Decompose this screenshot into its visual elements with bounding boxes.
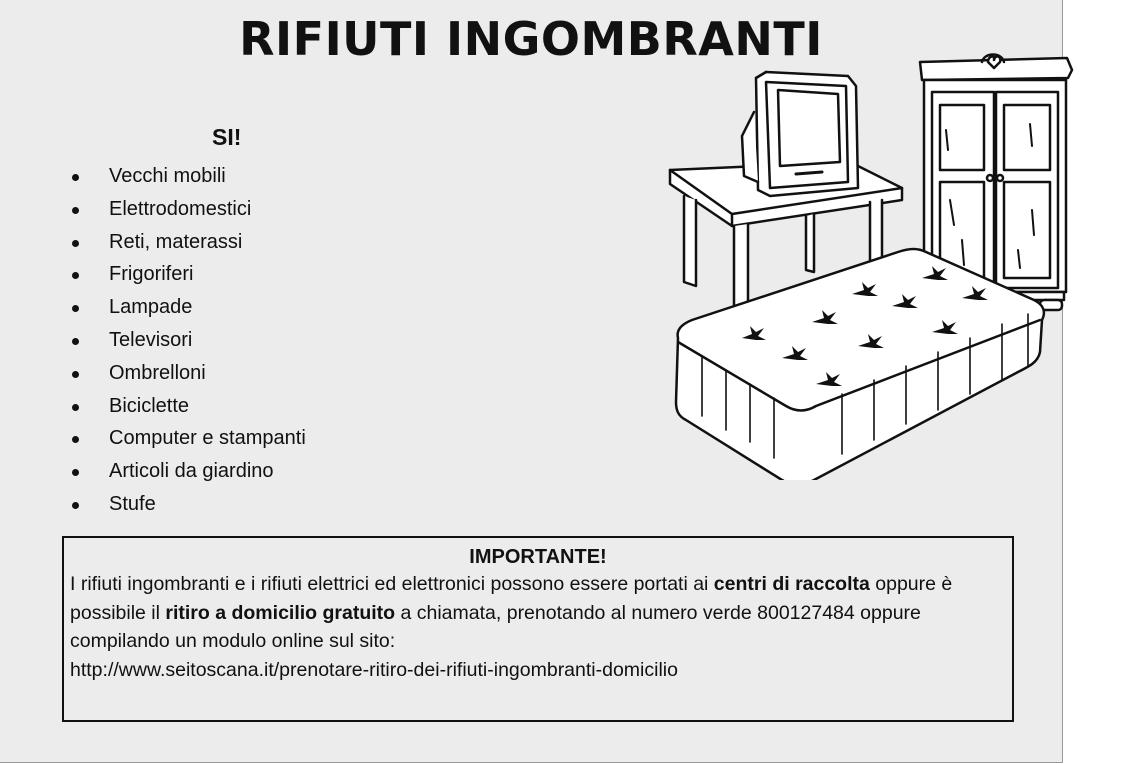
bullet-icon xyxy=(72,371,79,378)
bullet-icon xyxy=(72,305,79,312)
list-item: Lampade xyxy=(70,291,306,324)
bullet-icon xyxy=(72,436,79,443)
page-title: RIFIUTI INGOMBRANTI xyxy=(239,12,823,66)
free-pickup-text: ritiro a domicilio gratuito xyxy=(165,601,396,624)
list-item: Biciclette xyxy=(70,390,306,423)
bullet-icon xyxy=(72,338,79,345)
list-item: Reti, materassi xyxy=(70,226,306,259)
bullet-icon xyxy=(72,404,79,411)
accepted-items-list xyxy=(70,160,306,521)
notice-text: I rifiuti ingombranti e i rifiuti elettrici ed elettronici possono essere portati ai centri di raccolta oppure è possibile il ritiro a domicilio gratuito a chiamata, prenotando al numero verde 800127484 oppure compilando un modulo online sul sito: http://www.seitoscana.it/prenotare-ritiro-dei-rifiuti-ingombranti-domicilio xyxy=(70,573,953,681)
list-item: Elettrodomestici xyxy=(70,193,306,226)
bullet-icon xyxy=(72,207,79,214)
list-item: Vecchi mobili xyxy=(70,160,306,193)
bullet-icon xyxy=(72,502,79,509)
list-item: Ombrelloni xyxy=(70,357,306,390)
bulky-waste-illustration xyxy=(662,50,1082,480)
list-item: Computer e stampanti xyxy=(70,422,306,455)
important-notice-box xyxy=(62,536,1014,722)
list-item: Televisori xyxy=(70,324,306,357)
tv-icon xyxy=(742,72,858,196)
bullet-icon xyxy=(72,174,79,181)
mattress-icon xyxy=(676,249,1044,480)
notice-heading: IMPORTANTE! xyxy=(469,546,607,568)
booking-url: http://www.seitoscana.it/prenotare-ritiro-dei-rifiuti-ingombranti-domicilio xyxy=(70,658,678,681)
bullet-icon xyxy=(72,469,79,476)
bullet-icon xyxy=(72,272,79,279)
list-item: Stufe xyxy=(70,488,306,521)
bullet-icon xyxy=(72,240,79,247)
yes-heading: SI! xyxy=(212,124,242,150)
list-item: Frigoriferi xyxy=(70,258,306,291)
collection-centers-text: centri di raccolta xyxy=(713,573,870,595)
list-item: Articoli da giardino xyxy=(70,455,306,488)
